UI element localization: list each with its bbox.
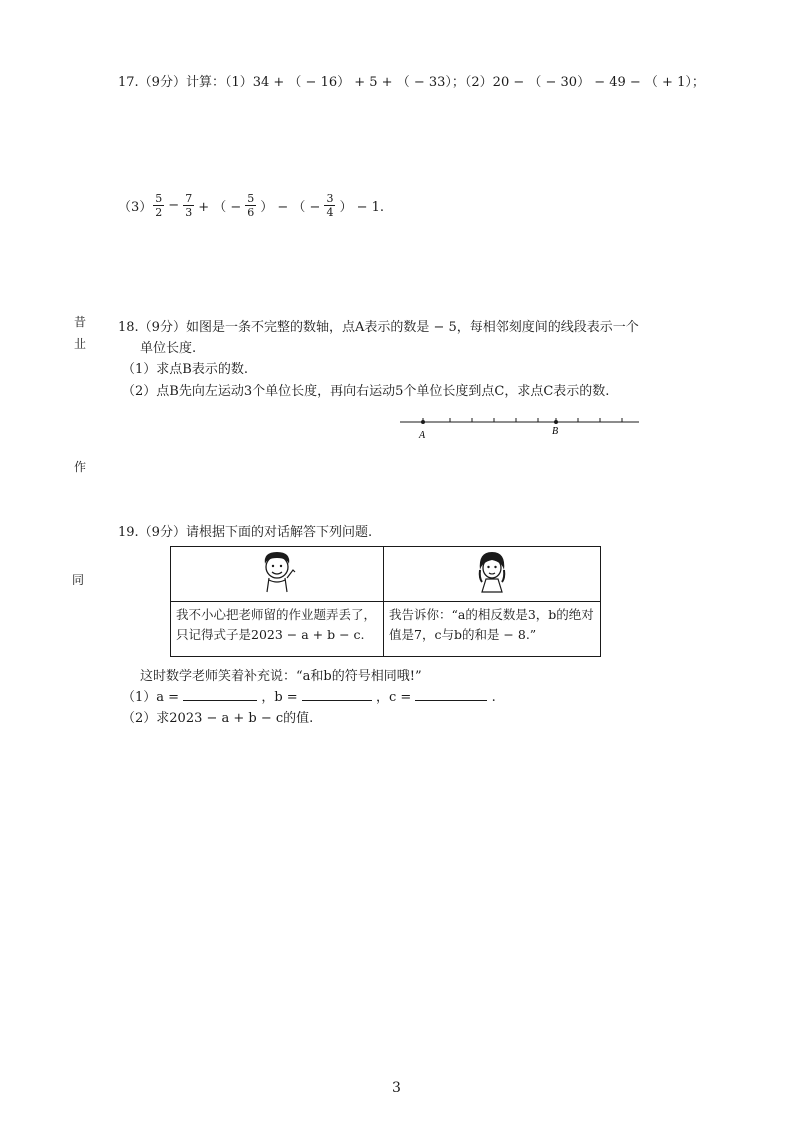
q18-part1: （1）求点B表示的数. (122, 362, 248, 377)
boy-speech: 我不小心把老师留的作业题弄丢了，只记得式子是2023 − a + b − c. (176, 607, 377, 642)
q19-part1 (122, 686, 496, 705)
q18-head: 18.（9分）如图是一条不完整的数轴，点A表示的数是 − 5，每相邻刻度间的线段表示一个 (118, 320, 639, 335)
q18-head-cont: 单位长度. (140, 341, 197, 356)
q19-p1-end: . (491, 690, 496, 705)
q19-p1-c-label: ，c = (375, 690, 412, 705)
q18-part2: （2）点B先向左运动3个单位长度，再向右运动5个单位长度到点C，求点C表示的数. (122, 384, 610, 399)
side-label-1: 昔 (74, 315, 87, 329)
fraction-7-3: $\frac{7}{3}$ (185, 191, 193, 219)
axis-label-a: A (419, 430, 426, 441)
side-label-3: 作 (74, 460, 87, 474)
q17-op3: ） − （ − (260, 199, 321, 215)
page-number: 3 (392, 1080, 401, 1096)
q17-op1: − (168, 197, 180, 213)
number-line (395, 412, 645, 442)
q17-op2: + （ − (198, 199, 242, 215)
dialogue-table (170, 546, 601, 657)
answer-blank-c[interactable] (415, 688, 487, 701)
q19-p1-a-label: （1）a = (122, 690, 180, 705)
fraction-5-6: $\frac{5}{6}$ (247, 191, 255, 219)
point-a (421, 420, 425, 424)
boy-cartoon-icon (257, 548, 297, 594)
girl-picture-cell (384, 547, 601, 602)
q17-p3-prefix: （3） (118, 199, 153, 215)
q19-p1-b-label: ，b = (261, 690, 298, 705)
teacher-note: 这时数学老师笑着补充说：“a和b的符号相同哦!” (140, 669, 422, 684)
side-label-2: 㐀 (74, 337, 87, 351)
q17-part3 (118, 190, 384, 220)
q17-head: 17.（9分）计算：（1）34 + （ − 16） + 5 + （ − 33）；（2）20 − （ − 30） − 49 − （ + 1）； (118, 75, 705, 90)
answer-blank-a[interactable] (183, 688, 257, 701)
side-label-4: 同 (72, 573, 85, 587)
q17-tail: ） − 1. (339, 199, 384, 215)
q19-part2: （2）求2023 − a + b − c的值. (122, 711, 314, 726)
fraction-3-4: $\frac{3}{4}$ (326, 191, 334, 219)
q19-head: 19.（9分）请根据下面的对话解答下列问题. (118, 525, 373, 540)
axis-ticks (423, 418, 622, 422)
answer-blank-b[interactable] (302, 688, 372, 701)
boy-speech-cell (171, 602, 384, 657)
girl-cartoon-icon (472, 548, 512, 594)
fraction-5-2: $\frac{5}{2}$ (155, 191, 163, 219)
girl-speech-cell (384, 602, 601, 657)
point-b (554, 420, 558, 424)
girl-speech: 我告诉你：“a的相反数是3，b的绝对值是7，c与b的和是 − 8.” (389, 607, 594, 642)
boy-picture-cell (171, 547, 384, 602)
axis-label-b: B (552, 426, 559, 437)
